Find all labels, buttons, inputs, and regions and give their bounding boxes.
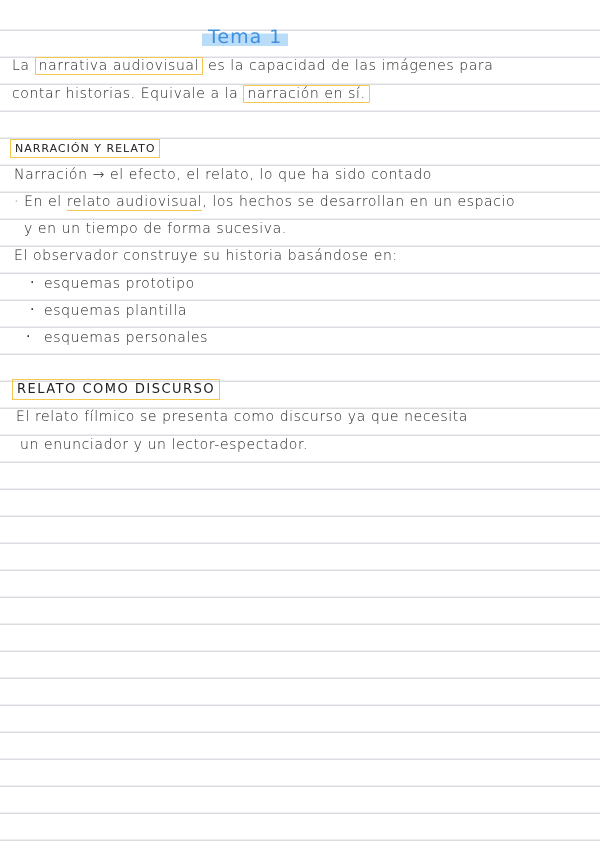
intro-text: contar historias. Equivale a la	[12, 86, 244, 102]
page-title: Tema 1	[202, 26, 288, 48]
section1-line-4: El observador construye su historia basándose en:	[14, 248, 398, 264]
bullet-text: · En el	[14, 194, 67, 210]
bullet-dot: ·	[30, 275, 35, 291]
intro-line-1	[12, 58, 493, 74]
bullet-item-personales: esquemas personales	[44, 330, 209, 346]
bullet-dot: ·	[30, 302, 35, 318]
intro-line-2	[12, 86, 370, 102]
section2-line-2: un enunciador y un lector-espectador.	[20, 437, 309, 453]
section2-line-1: El relato fílmico se presenta como discurso ya que necesita	[16, 409, 468, 425]
bullet-item-prototipo: esquemas prototipo	[44, 276, 195, 292]
bullet-text: , los hechos se desarrollan en un espacio	[202, 194, 516, 210]
bullet-item-plantilla: esquemas plantilla	[44, 303, 188, 319]
section-heading-relato-como-discurso: RELATO COMO DISCURSO	[12, 379, 220, 400]
intro-text: es la capacidad de las imágenes para	[203, 58, 494, 74]
intro-text: La	[12, 58, 35, 74]
bullet-dot: ·	[26, 329, 31, 345]
term-narrativa-audiovisual: narrativa audiovisual	[35, 57, 203, 75]
term-relato-audiovisual: relato audiovisual	[66, 194, 203, 210]
section1-line-3: y en un tiempo de forma sucesiva.	[24, 221, 287, 237]
term-narracion-en-si: narración en sí.	[243, 85, 369, 103]
section-heading-narracion-relato: NARRACIÓN Y RELATO	[10, 139, 160, 158]
section1-line-2	[14, 194, 515, 210]
section1-line-1: Narración → el efecto, el relato, lo que ha sido contado	[14, 167, 432, 183]
